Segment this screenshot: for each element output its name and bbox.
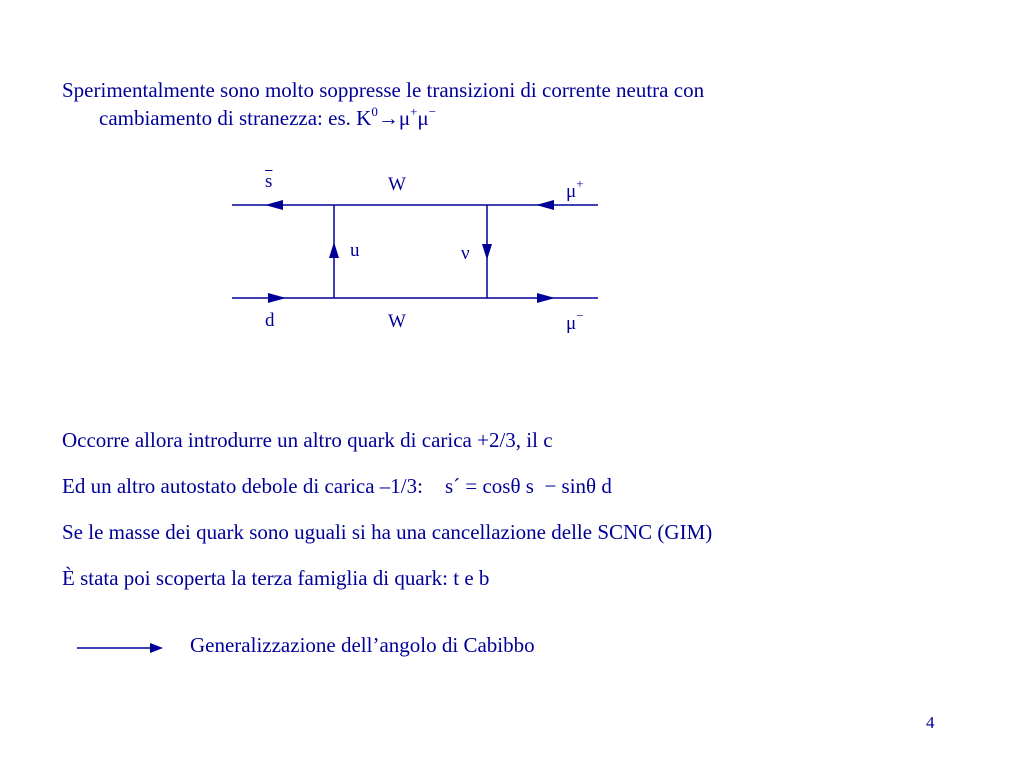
mu-plus-sup: + — [410, 104, 418, 119]
mu-minus-base: μ — [566, 313, 577, 334]
line-new-quark: Occorre allora introdurre un altro quark di carica +2/3, il c — [62, 428, 553, 452]
mu-symbol-2: μ — [417, 106, 429, 130]
mu-plus-base: μ — [566, 181, 577, 202]
line-gim: Se le masse dei quark sono uguali si ha una cancellazione delle SCNC (GIM) — [62, 520, 713, 544]
page-number: 4 — [926, 713, 935, 732]
decay-arrow: → — [377, 106, 399, 130]
mu-symbol-1: μ — [398, 106, 411, 130]
s-bar-label: $\overline{s}$ — [265, 171, 273, 192]
weak-eigenstate-formula: s´ = cosθ s − sinθ d — [444, 474, 612, 498]
mu-minus-label-sup: − — [576, 308, 584, 323]
w-bottom-label: W — [388, 311, 406, 332]
d-label: d — [265, 310, 275, 331]
weak-eigenstate-text: Ed un altro autostato debole di carica –1/3: — [62, 474, 423, 498]
generalization-text: Generalizzazione dell’angolo di Cabibbo — [190, 633, 535, 657]
mu-plus-label-sup: + — [576, 176, 584, 191]
intro-line-1: Sperimentalmente sono molto soppresse le transizioni di corrente neutra con — [62, 78, 705, 102]
mu-minus-sup: − — [428, 104, 437, 119]
k-superscript: 0 — [371, 104, 378, 119]
nu-label: ν — [461, 243, 470, 264]
u-label: u — [350, 240, 360, 261]
intro-line-2-text: cambiamento di stranezza: es. K — [99, 106, 372, 130]
line-third-family: È stata poi scoperta la terza famiglia di quark: t e b — [62, 566, 490, 590]
w-top-label: W — [388, 174, 406, 195]
